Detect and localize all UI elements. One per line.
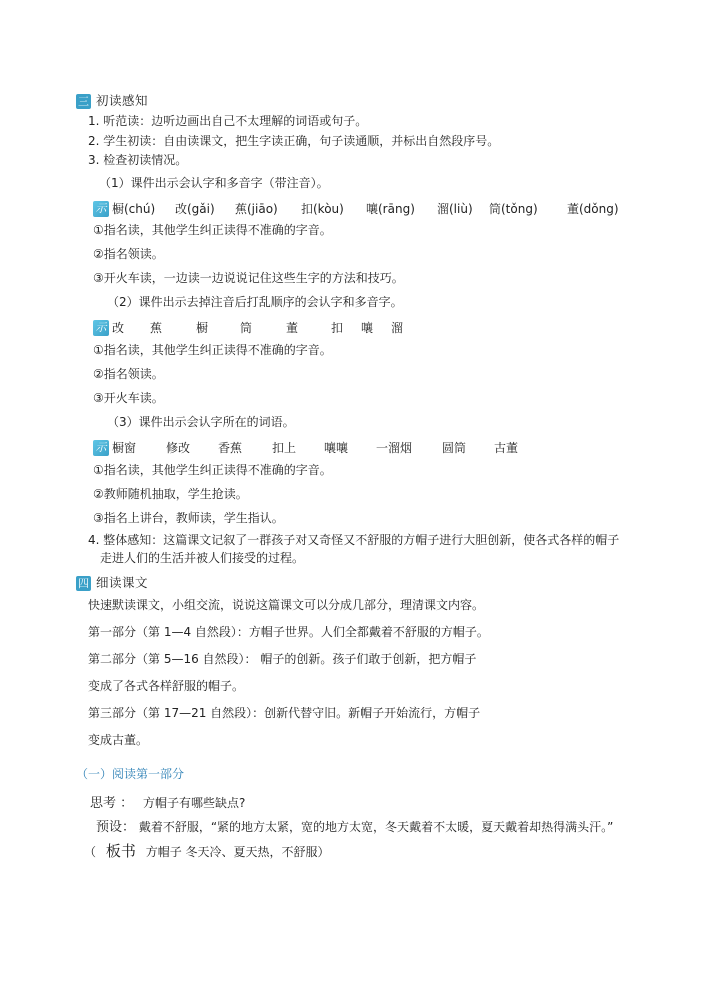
s3-step-2-3: ③开火车读。 [93,391,164,405]
word: 扣上 [272,441,297,455]
s3-step-3-1: ①指名读，其他学生纠正读得不准确的字音。 [93,463,332,477]
word: 圆筒 [442,441,467,455]
word: 古董 [494,441,519,455]
preset-line [96,819,613,836]
section-4-heading [76,575,148,591]
s3-step-3-3: ③指名上讲台，教师读，学生指认。 [93,511,284,525]
s3-step-2-1: ①指名读，其他学生纠正读得不准确的字音。 [93,343,332,357]
plain-char: 蕉 [150,321,163,335]
board-label: 板书 [105,842,136,860]
pinyin-word: 董(dǒng) [567,202,619,216]
preset-label: 预设： [96,820,136,835]
section-4-title: 细读课文 [96,575,149,590]
pinyin-word: 筒(tǒng) [489,202,538,216]
show-icon: 示 [93,440,109,456]
board-line [84,843,330,860]
s3-item-4-line-2: 走进人们的生活并被人们接受的过程。 [100,551,305,565]
board-open-paren: （ [84,845,97,859]
word: 修改 [166,441,191,455]
plain-char: 溜 [391,321,404,335]
section-3-heading [76,93,148,109]
s3-item-1: 1. 听范读：边听边画出自己不太理解的词语或句子。 [88,114,368,128]
s4-part-3-line-1: 第三部分（第 17—21 自然段）：创新代替守旧。新帽子开始流行，方帽子 [88,706,481,720]
plain-char: 扣 [331,321,344,335]
pinyin-word: 蕉(jiāo) [235,202,278,216]
plain-char: 筒 [240,321,253,335]
s4-part-1: 第一部分（第 1—4 自然段）：方帽子世界。人们全都戴着不舒服的方帽子。 [88,625,489,639]
s3-step-1-2: ②指名领读。 [93,247,164,261]
s3-item-2: 2. 学生初读：自由读课文，把生字读正确，句子读通顺，并标出自然段序号。 [88,134,500,148]
pinyin-word: 橱(chú) [112,202,156,216]
word: 香蕉 [218,441,243,455]
s4-part-3-line-2: 变成古董。 [88,733,149,747]
preset-text: 戴着不舒服，“紧的地方太紧，宽的地方太宽，冬天戴着不太暖，夏天戴着却热得满头汗。” [138,820,614,834]
pinyin-words-row [93,201,619,217]
think-text: 方帽子有哪些缺点? [142,796,246,810]
s3-step-2-2: ②指名领读。 [93,367,164,381]
section-3-badge: 三 [78,94,89,108]
s3-step-1-1: ①指名读，其他学生纠正读得不准确的字音。 [93,223,332,237]
s3-sub-3: （3）课件出示会认字所在的词语。 [107,415,295,429]
s3-sub-2: （2）课件出示去掉注音后打乱顺序的会认字和多音字。 [107,295,403,309]
words-row [93,440,518,456]
s3-sub-1: （1）课件出示会认字和多音字（带注音）。 [99,176,329,190]
section-3-title: 初读感知 [96,93,149,108]
section-4-badge: 四 [78,576,89,590]
word: 橱窗 [112,441,137,455]
pinyin-word: 溜(liù) [437,202,473,216]
s4-intro: 快速默读课文，小组交流，说说这篇课文可以分成几部分，理清课文内容。 [88,598,485,612]
s3-step-3-2: ②教师随机抽取，学生抢读。 [93,487,248,501]
plain-char: 董 [286,321,299,335]
pinyin-word: 扣(kòu) [301,202,344,216]
word: 一溜烟 [376,441,413,455]
s3-item-4-line-1: 4. 整体感知：这篇课文记叙了一群孩子对又奇怪又不舒服的方帽子进行大胆创新，使各式各样的帽子 [88,533,620,547]
show-icon: 示 [93,201,109,217]
reading-1-heading: （一）阅读第一部分 [76,767,185,781]
s3-item-3: 3. 检查初读情况。 [88,153,188,167]
think-line [90,795,245,812]
s4-part-2-line-1: 第二部分（第 5—16 自然段）： 帽子的创新。孩子们敢于创新，把方帽子 [88,652,477,666]
s3-step-1-3: ③开火车读，一边读一边说说记住这些生字的方法和技巧。 [93,271,404,285]
plain-char: 嚷 [361,321,374,335]
think-label: 思考 ： [90,796,134,811]
board-text: 方帽子 冬天冷、夏天热，不舒服） [145,845,330,859]
word: 嚷嚷 [324,441,349,455]
pinyin-word: 嚷(rāng) [366,202,415,216]
plain-char: 橱 [196,321,209,335]
show-icon: 示 [93,320,109,336]
pinyin-word: 改(gǎi) [175,202,215,216]
plain-char: 改 [112,321,125,335]
s4-part-2-line-2: 变成了各式各样舒服的帽子。 [88,679,245,693]
plain-chars-row [93,320,403,336]
